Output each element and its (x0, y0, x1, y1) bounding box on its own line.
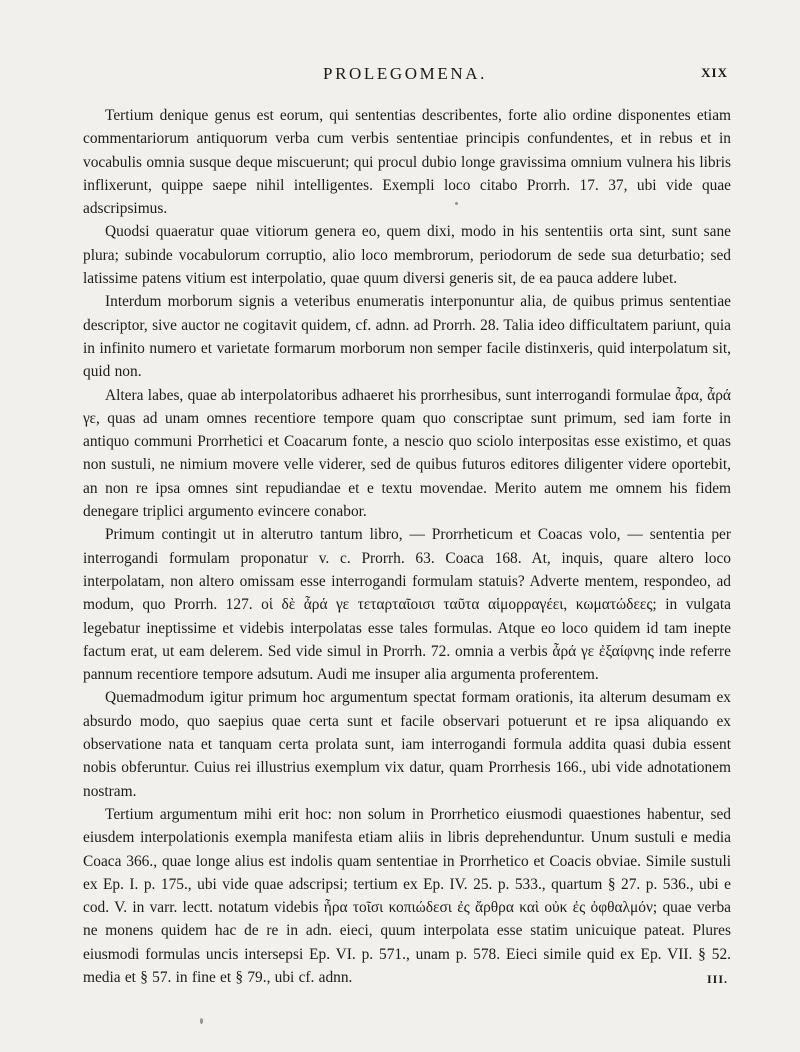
ink-speck (455, 202, 458, 205)
paragraph: Interdum morborum signis a veteribus enumeratis interponuntur alia, de quibus primus sententiae descriptor, sive auctor ne cogitavit quidem, cf. adnn. ad Prorrh. 28. Talia ideo difficultatem pariunt, quia in infinito numero et varietate formarum morborum non semper facile distinxeris, quid interpolatum sit, quid non. (83, 293, 731, 381)
body-text (83, 104, 731, 989)
paragraph: Altera labes, quae ab interpolatoribus adhaeret his prorrhesibus, sunt interrogandi formulae ἆρα, ἆρά γε, quas ad unam omnes recentiore tempore quam quo conscriptae sunt primum, sed iam forte in antiquo communi Prorrhetici et Coacarum fonte, a nescio quo sciolo interpositas esse existimo, et quas non sustuli, ne nimium movere velle viderer, sed de quibus futuros editores diligenter videre oportebit, an non re ipsa omnes sint repudiandae et e textu movendae. Merito autem me omnem his fidem denegare triplici argumento evincere conabor. (83, 386, 731, 521)
paragraph: Quemadmodum igitur primum hoc argumentum spectat formam orationis, ita alterum desumam ex absurdo modo, quo saepius quae certa sunt et facile observari potuerunt et re ipsa aliquando ex observatione nata et tanquam certa prolata sunt, iam interrogandi formula addita quasi dubia essent nobis obferuntur. Cuius rei illustrius exemplum vix datur, quam Prorrhesis 166., ubi vide adnotationem nostram. (83, 689, 731, 800)
signature-mark: III. (706, 972, 728, 986)
ink-speck (200, 1018, 203, 1024)
paragraph: Quodsi quaeratur quae vitiorum genera eo, quem dixi, modo in his sententiis orta sint, sunt sane plura; subinde vocabulorum corruptio, alio loco membrorum, periodorum de sede sua deturbatio; sed latissime patens vitium est interpolatio, quae quum diversi generis sit, de ea pauca addere lubet. (83, 223, 731, 288)
paragraph: Primum contingit ut in alterutro tantum libro, — Prorrheticum et Coacas volo, — sententia per interrogandi formulam proponatur v. c. Prorrh. 63. Coaca 168. At, inquis, quare altero loco interpolatam, non altero omissam esse interrogandi formulam statuis? Adverte mentem, respondeo, ad modum, quo Prorrh. 127. οἱ δὲ ἆρά γε τεταρταῖοισι ταῦτα αἱμορραγέει, κωματώδεες; in vulgata legebatur ineptissime et videbis interpolatas esse tales formulas. Atque eo loco quidem id tam inepte factum erat, ut eam delerem. Sed vide simul in Prorrh. 72. omnia a verbis ἆρά γε ἐξαίφνης inde referre pannum recentiore tempore adsutum. Audi me insuper alia argumenta proferentem. (83, 526, 731, 684)
paragraph: Tertium denique genus est eorum, qui sententias describentes, forte alio ordine disponentes etiam commentariorum antiquorum verba cum verbis sententiae principis confundentes, et in rebus et in vocabulis omnia susque deque miscuerunt; qui procul dubio longe gravissima omnium vulnera his libris inflixerunt, quippe saepe nihil intelligentes. Exempli loco citabo Prorrh. 17. 37, ubi vide quae adscripsimus. (83, 107, 731, 218)
page-header (80, 64, 730, 86)
page-number: XIX (701, 65, 728, 80)
running-title: PROLEGOMENA. (323, 64, 487, 83)
paragraph: Tertium argumentum mihi erit hoc: non solum in Prorrhetico eiusmodi quaestiones habentur, sed eiusdem interpolationis exempla manifesta etiam aliis in libris deprehenduntur. Unum sustuli e media Coaca 366., quae longe alius est indolis quam sententiae in Prorrhetico et Coacis obviae. Simile sustuli ex Ep. I. p. 175., ubi vide quae adscripsi; tertium ex Ep. IV. 25. p. 533., quartum § 27. p. 536., ubi e cod. V. in varr. lectt. notatum videbis ἦρα τοῖσι κοπιώδεσι ἐς ἄρθρα καὶ οὐκ ἐς ὀφθαλμόν; quae verba ne monens quidem hac de re in adn. eieci, quum interpolata esse statim unicuique pateat. Plures eiusmodi formulas uncis intersepsi Ep. VI. p. 571., unam p. 578. Eieci simile quid ex Ep. VII. § 52. media et § 57. in fine et § 79., ubi cf. adnn. (83, 805, 731, 986)
